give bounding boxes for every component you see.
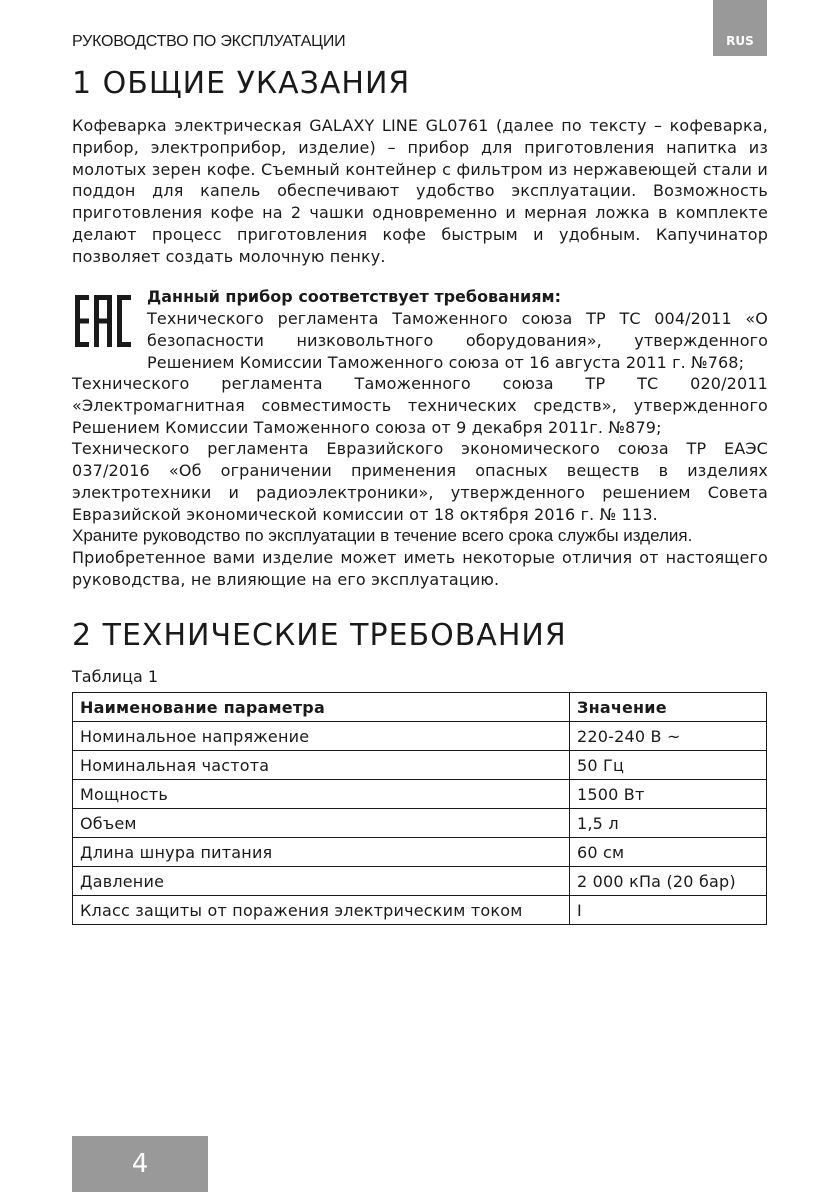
parameter-cell: Номинальная частота <box>73 751 570 780</box>
compliance-regulation-1: Технического регламента Таможенного союза ТР ТС 004/2011 «О безопасности низковольтного оборудования», утвержденного Решением Комиссии Таможенного союза от 16 августа 2011 г. №768; <box>147 309 768 372</box>
language-badge: RUS <box>713 0 767 56</box>
page-number: 4 <box>72 1136 208 1192</box>
value-cell: 2 000 кПа (20 бар) <box>570 867 767 896</box>
specs-table <box>72 692 767 925</box>
table-caption: Таблица 1 <box>72 667 159 686</box>
table-row <box>73 780 767 809</box>
parameter-cell: Давление <box>73 867 570 896</box>
parameter-cell: Номинальное напряжение <box>73 722 570 751</box>
table-header-row <box>73 693 767 722</box>
parameter-cell: Класс защиты от поражения электрическим током <box>73 896 570 925</box>
intro-paragraph: Кофеварка электрическая GALAXY LINE GL0761 (далее по тексту – кофеварка, прибор, электроприбор, изделие) – прибор для приготовления напитка из молотых зерен кофе. Съемный контейнер с фильтром из нержавеющей стали и поддон для капель обеспечивают удобство эксплуатации. Возможность приготовления кофе на 2 чашки одновременно и мерная ложка в комплекте делают процесс приготовления кофе быстрым и удобным. Капучинатор позволяет создать молочную пенку. <box>72 116 768 266</box>
table-row <box>73 838 767 867</box>
storage-note: Храните руководство по эксплуатации в течение всего срока службы изделия. <box>72 526 693 545</box>
compliance-regulation-2: Технического регламента Таможенного союза ТР ТС 020/2011 «Электромагнитная совместимость технических средств», утвержденного Решением Комиссии Таможенного союза от 9 декабря 2011г. №879; <box>72 374 768 437</box>
section-1-heading: 1 ОБЩИЕ УКАЗАНИЯ <box>72 66 411 101</box>
parameter-cell: Длина шнура питания <box>73 838 570 867</box>
running-header: РУКОВОДСТВО ПО ЭКСПЛУАТАЦИИ <box>72 33 346 50</box>
compliance-regulation-3: Технического регламента Евразийского экономического союза ТР ЕАЭС 037/2016 «Об ограничении применения опасных веществ в изделиях электротехники и радиоэлектроники», утвержденного решением Совета Евразийской экономической комиссии от 18 октября 2016 г. № 113. <box>72 439 768 524</box>
compliance-heading: Данный прибор соответствует требованиям: <box>147 287 561 306</box>
value-cell: 1500 Вт <box>570 780 767 809</box>
column-header-value: Значение <box>570 693 767 722</box>
notes-block <box>72 525 768 590</box>
table-row <box>73 896 767 925</box>
parameter-cell: Мощность <box>73 780 570 809</box>
eac-logo-icon <box>73 295 133 347</box>
value-cell: 50 Гц <box>570 751 767 780</box>
value-cell: 1,5 л <box>570 809 767 838</box>
table-row <box>73 867 767 896</box>
value-cell: 220-240 В ~ <box>570 722 767 751</box>
parameter-cell: Объем <box>73 809 570 838</box>
table-row <box>73 722 767 751</box>
value-cell: I <box>570 896 767 925</box>
difference-note: Приобретенное вами изделие может иметь некоторые отличия от настоящего руководства, не влияющие на его эксплуатацию. <box>72 547 768 589</box>
section-2-heading: 2 ТЕХНИЧЕСКИЕ ТРЕБОВАНИЯ <box>72 618 567 653</box>
compliance-text <box>72 373 768 526</box>
table-row <box>73 751 767 780</box>
column-header-parameter: Наименование параметра <box>73 693 570 722</box>
value-cell: 60 см <box>570 838 767 867</box>
table-row <box>73 809 767 838</box>
